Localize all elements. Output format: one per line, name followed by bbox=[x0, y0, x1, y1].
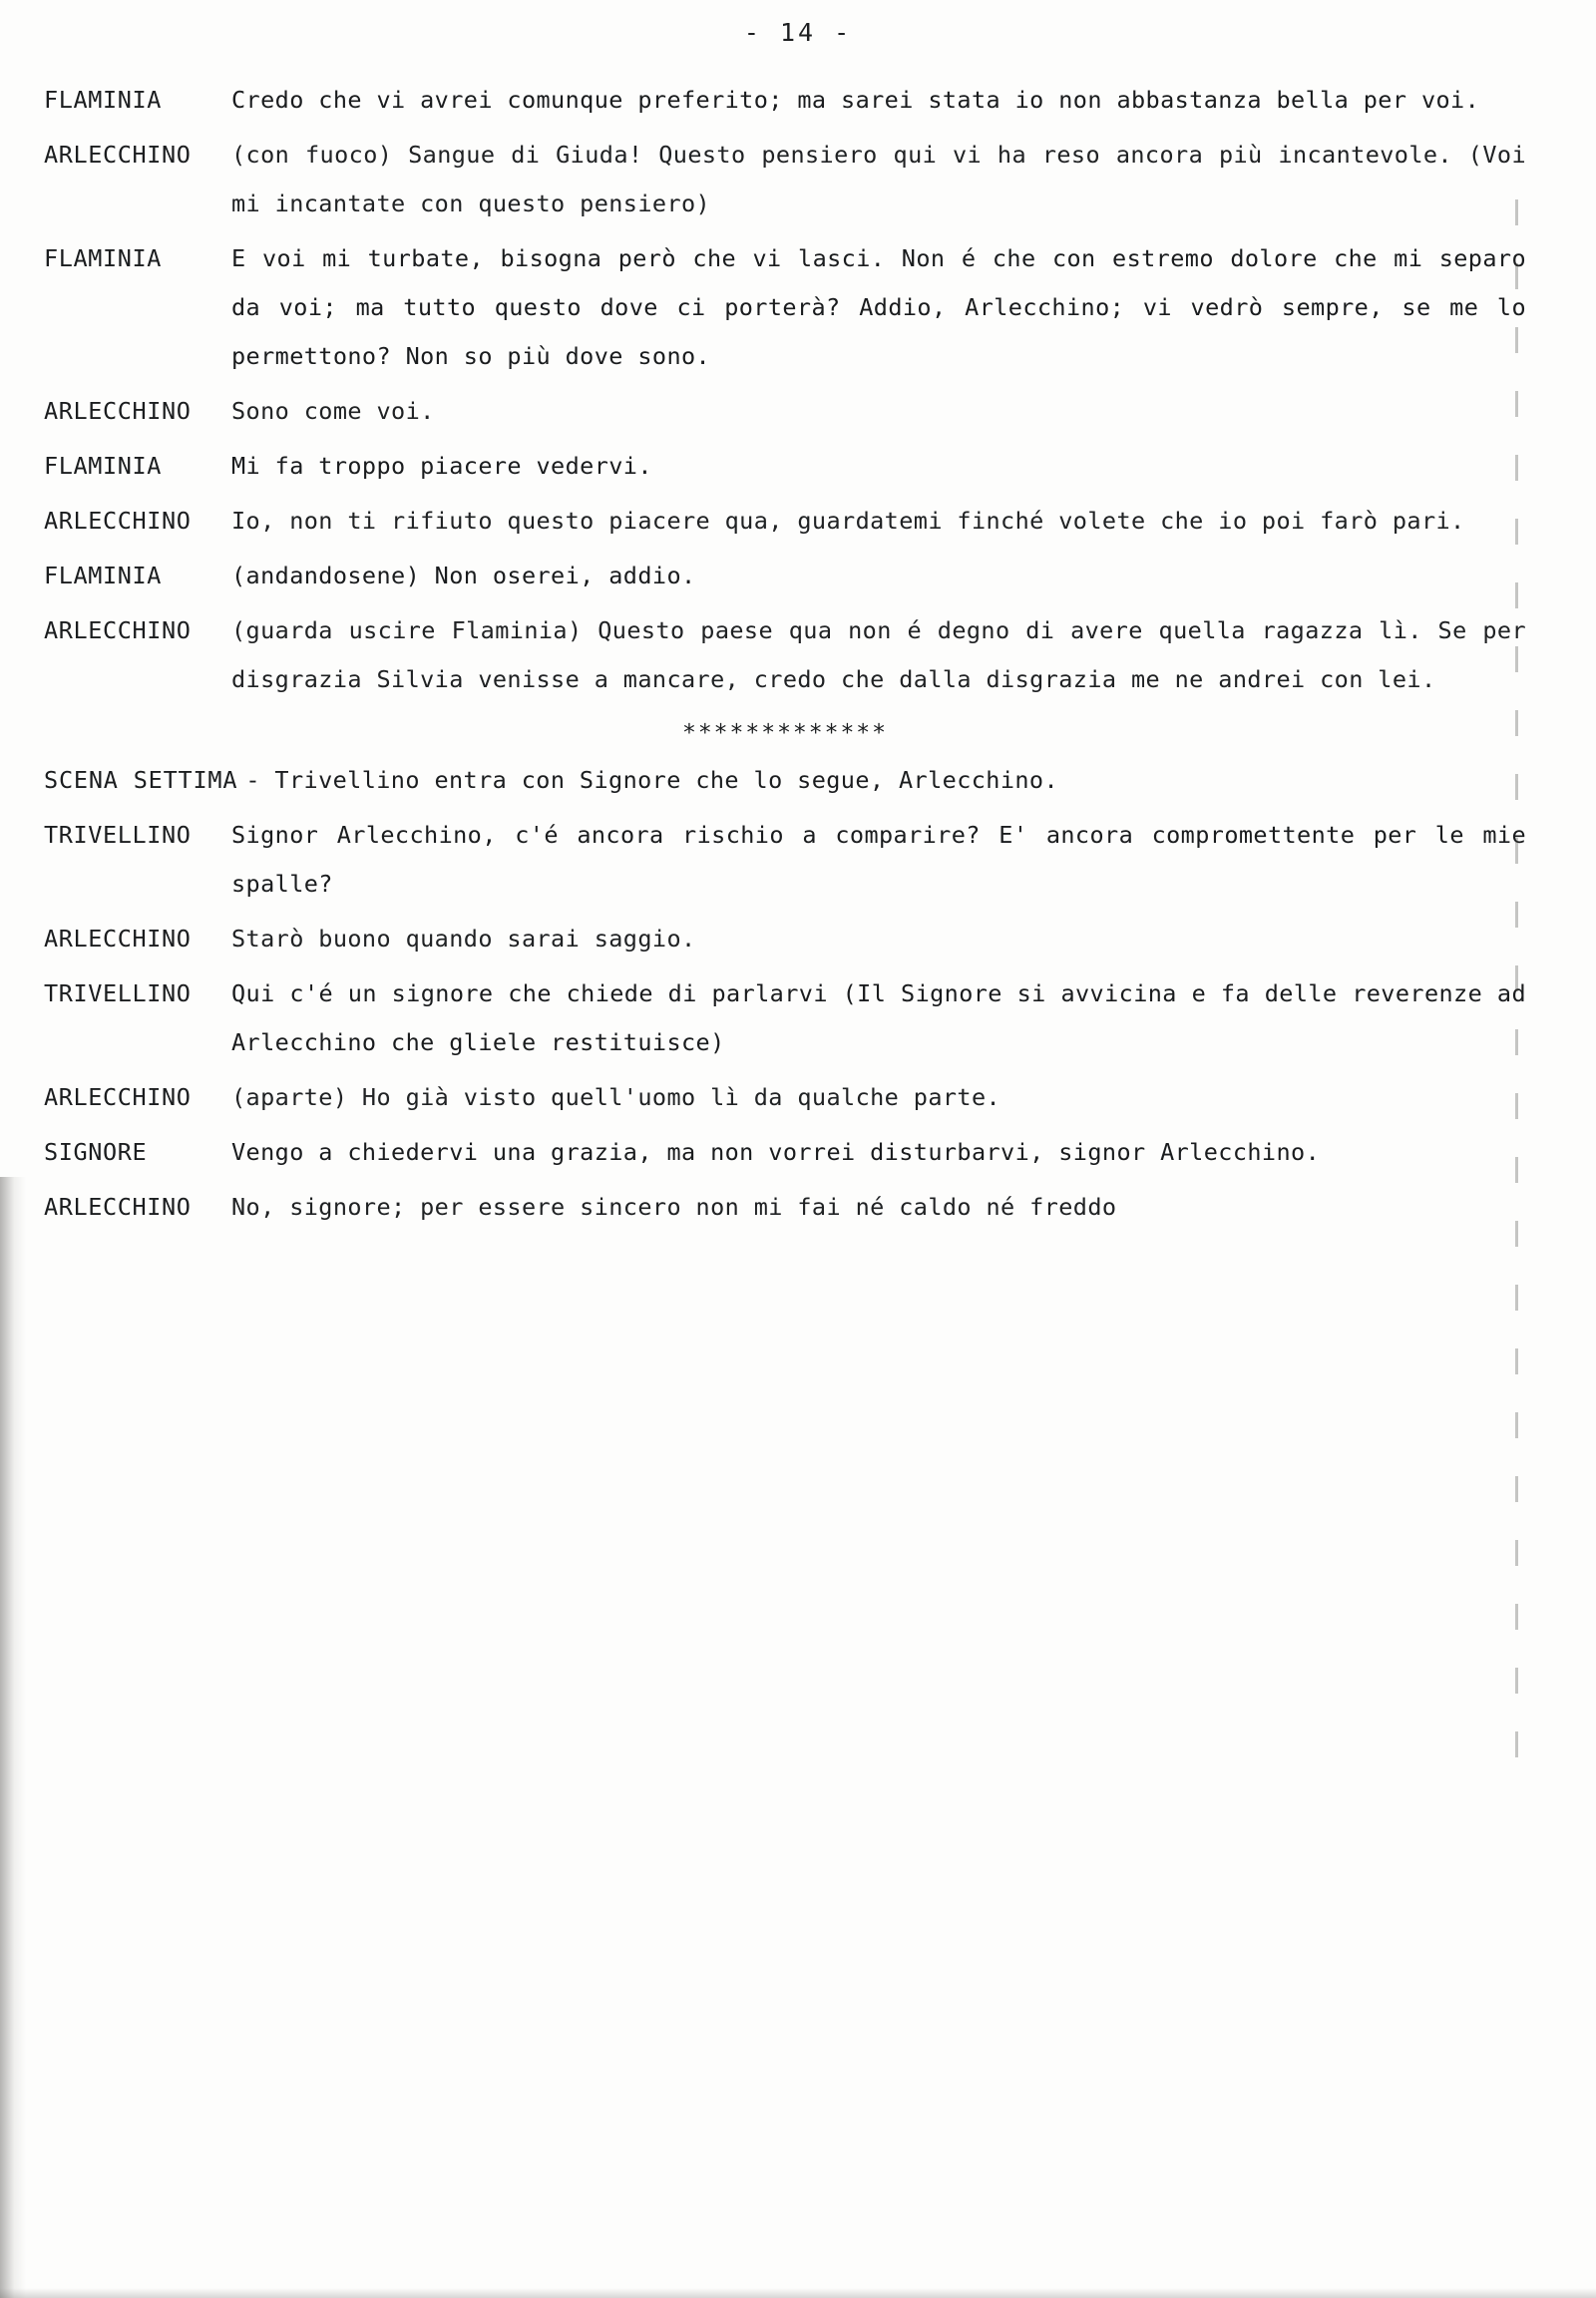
scene-description: - Trivellino entra con Signore che lo segue, Arlecchino. bbox=[245, 766, 1059, 794]
dialogue-line bbox=[44, 1183, 1526, 1232]
scene-header bbox=[44, 756, 1526, 805]
dialogue-line bbox=[44, 234, 1526, 381]
dialogue-line bbox=[44, 606, 1526, 704]
dialogue-line bbox=[44, 442, 1526, 491]
dialogue-line bbox=[44, 915, 1526, 963]
speaker-name: TRIVELLINO bbox=[44, 821, 192, 849]
speaker-name: SIGNORE bbox=[44, 1138, 148, 1166]
speech-text: Mi fa troppo piacere vedervi. bbox=[231, 452, 652, 480]
speaker-name: ARLECCHINO bbox=[44, 616, 192, 644]
scan-bottom-shadow bbox=[0, 2288, 1596, 2298]
speech-text: E voi mi turbate, bisogna però che vi lasci. Non é che con estremo dolore che mi separo da voi; ma tutto questo dove ci porterà? Addio, Arlecchino; vi vedrò sempre, se me lo permettono? Non so più dove sono. bbox=[231, 244, 1526, 370]
speaker-name: FLAMINIA bbox=[44, 562, 162, 589]
speech-text: Vengo a chiedervi una grazia, ma non vorrei disturbarvi, signor Arlecchino. bbox=[231, 1138, 1321, 1166]
scan-edge-shadow bbox=[0, 1177, 26, 2298]
speaker-name: ARLECCHINO bbox=[44, 141, 192, 169]
dialogue-line bbox=[44, 387, 1526, 436]
speech-text: Starò buono quando sarai saggio. bbox=[231, 925, 696, 953]
dialogue-line bbox=[44, 76, 1526, 125]
page-number: - 14 - bbox=[743, 18, 853, 47]
speech-text: No, signore; per essere sincero non mi fai né caldo né freddo bbox=[231, 1193, 1117, 1221]
speaker-name: FLAMINIA bbox=[44, 452, 162, 480]
dialogue-line bbox=[44, 1128, 1526, 1177]
speech-text: (andandosene) Non oserei, addio. bbox=[231, 562, 696, 589]
speaker-name: ARLECCHINO bbox=[44, 925, 192, 953]
speaker-name: TRIVELLINO bbox=[44, 979, 192, 1007]
speech-text: Qui c'é un signore che chiede di parlarvi (Il Signore si avvicina e fa delle reverenze ad Arlecchino che gliele restituisce) bbox=[231, 979, 1526, 1056]
dialogue-line bbox=[44, 1073, 1526, 1122]
dialogue-line bbox=[44, 811, 1526, 909]
scene-heading: SCENA SETTIMA bbox=[44, 766, 238, 794]
speech-text: Io, non ti rifiuto questo piacere qua, guardatemi finché volete che io poi farò pari. bbox=[231, 507, 1465, 535]
script-body bbox=[0, 62, 1596, 1232]
speech-text: (aparte) Ho già visto quell'uomo lì da qualche parte. bbox=[231, 1083, 1001, 1111]
speaker-name: FLAMINIA bbox=[44, 86, 162, 114]
speaker-name: ARLECCHINO bbox=[44, 1193, 192, 1221]
scene-divider: ************* bbox=[681, 720, 888, 746]
dialogue-line bbox=[44, 552, 1526, 600]
speech-text: Signor Arlecchino, c'é ancora rischio a comparire? E' ancora compromettente per le mie spalle? bbox=[231, 821, 1526, 898]
speaker-name: ARLECCHINO bbox=[44, 507, 192, 535]
speech-text: (con fuoco) Sangue di Giuda! Questo pensiero qui vi ha reso ancora più incantevole. (Voi mi incantate con questo pensiero) bbox=[231, 141, 1526, 217]
speaker-name: FLAMINIA bbox=[44, 244, 162, 272]
dialogue-line bbox=[44, 497, 1526, 546]
speaker-name: ARLECCHINO bbox=[44, 1083, 192, 1111]
dialogue-line bbox=[44, 131, 1526, 228]
speech-text: Sono come voi. bbox=[231, 397, 435, 425]
dialogue-line bbox=[44, 969, 1526, 1067]
speech-text: Credo che vi avrei comunque preferito; ma sarei stata io non abbastanza bella per voi. bbox=[231, 86, 1480, 114]
speech-text: (guarda uscire Flaminia) Questo paese qua non é degno di avere quella ragazza lì. Se per disgrazia Silvia venisse a mancare, credo che dalla disgrazia me ne andrei con lei. bbox=[231, 616, 1526, 693]
speaker-name: ARLECCHINO bbox=[44, 397, 192, 425]
